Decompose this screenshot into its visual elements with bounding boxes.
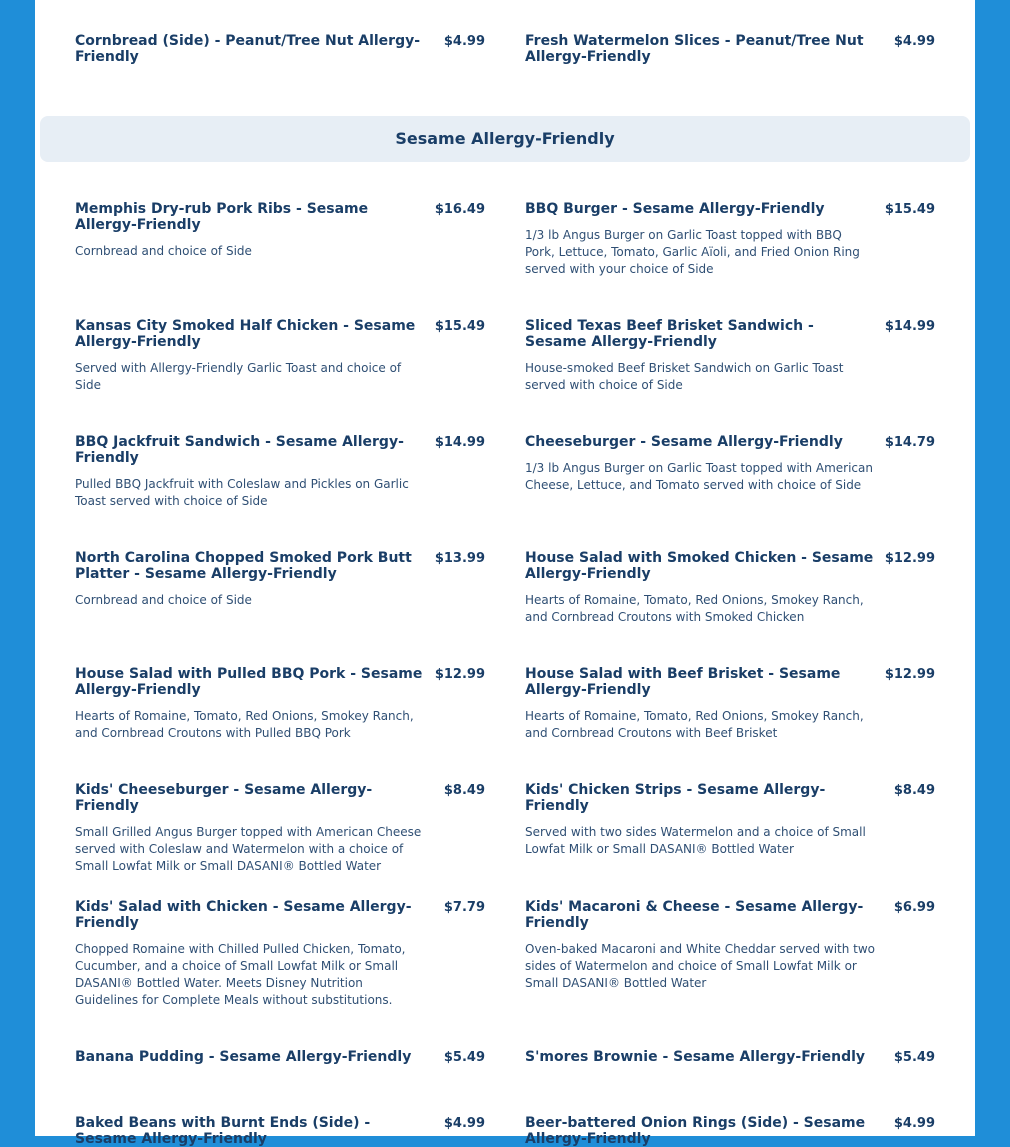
menu-item-price: $4.99: [893, 34, 935, 49]
menu-item-description: Served with Allergy-Friendly Garlic Toast and choice of Side: [75, 361, 402, 392]
menu-item-description: Cornbread and choice of Side: [75, 244, 252, 258]
menu-item-price: $13.99: [434, 551, 485, 566]
menu-item-name: Sliced Texas Beef Brisket Sandwich - Sesame Allergy-Friendly: [525, 318, 814, 350]
menu-item[interactable]: [525, 782, 935, 858]
menu-item-description: Cornbread and choice of Side: [75, 593, 252, 607]
menu-item-description: Hearts of Romaine, Tomato, Red Onions, Smokey Ranch, and Cornbread Croutons with Smoked Chicken: [525, 593, 864, 624]
menu-item-price: $5.49: [893, 1050, 935, 1065]
menu-item[interactable]: [525, 1115, 935, 1147]
menu-item-price: $6.99: [893, 900, 935, 915]
menu-item[interactable]: [75, 318, 485, 394]
menu-item[interactable]: [525, 1049, 935, 1065]
menu-item[interactable]: [525, 33, 935, 65]
menu-item[interactable]: [75, 666, 485, 742]
menu-item-name: S'mores Brownie - Sesame Allergy-Friendly: [525, 1049, 866, 1065]
menu-item-price: $7.79: [443, 900, 485, 915]
menu-item-name: Kansas City Smoked Half Chicken - Sesame Allergy-Friendly: [75, 318, 416, 350]
menu-item[interactable]: [75, 550, 485, 609]
menu-item[interactable]: [75, 782, 485, 875]
menu-item[interactable]: [525, 899, 935, 992]
menu-item-name: Cornbread (Side) - Peanut/Tree Nut Allergy-Friendly: [75, 33, 421, 65]
menu-item-description: Hearts of Romaine, Tomato, Red Onions, Smokey Ranch, and Cornbread Croutons with Pulled BBQ Pork: [75, 709, 414, 740]
menu-item-price: $15.49: [884, 202, 935, 217]
menu-item-price: $14.99: [434, 435, 485, 450]
menu-item-price: $4.99: [443, 1116, 485, 1131]
menu-item[interactable]: [525, 201, 935, 278]
menu-item[interactable]: [75, 33, 485, 65]
menu-item[interactable]: [75, 1049, 485, 1065]
menu-item-price: $8.49: [893, 783, 935, 798]
menu-item-description: House-smoked Beef Brisket Sandwich on Garlic Toast served with choice of Side: [525, 361, 844, 392]
menu-item-description: Hearts of Romaine, Tomato, Red Onions, Smokey Ranch, and Cornbread Croutons with Beef Brisket: [525, 709, 864, 740]
menu-item-name: Memphis Dry-rub Pork Ribs - Sesame Allergy-Friendly: [75, 201, 369, 233]
menu-item-name: Kids' Macaroni & Cheese - Sesame Allergy-Friendly: [525, 899, 864, 931]
menu-item-description: Small Grilled Angus Burger topped with American Cheese served with Coleslaw and Watermelon with a choice of Small Lowfat Milk or Small DASANI® Bottled Water: [75, 825, 422, 873]
menu-item-name: Fresh Watermelon Slices - Peanut/Tree Nut Allergy-Friendly: [525, 33, 864, 65]
menu-item-price: $14.79: [884, 435, 935, 450]
menu-item[interactable]: [75, 1115, 485, 1147]
menu-item-name: Baked Beans with Burnt Ends (Side) - Sesame Allergy-Friendly: [75, 1115, 371, 1147]
menu-item-price: $4.99: [443, 34, 485, 49]
menu-item-price: $12.99: [884, 667, 935, 682]
menu-item-name: House Salad with Smoked Chicken - Sesame Allergy-Friendly: [525, 550, 874, 582]
menu-item-price: $4.99: [893, 1116, 935, 1131]
section-header: Sesame Allergy-Friendly: [40, 116, 970, 162]
menu-item-price: $14.99: [884, 319, 935, 334]
menu-item-name: North Carolina Chopped Smoked Pork Butt Platter - Sesame Allergy-Friendly: [75, 550, 412, 582]
menu-item-name: Beer-battered Onion Rings (Side) - Sesame Allergy-Friendly: [525, 1115, 866, 1147]
menu-item-price: $16.49: [434, 202, 485, 217]
menu-item[interactable]: [525, 666, 935, 742]
menu-item[interactable]: [525, 318, 935, 394]
menu-item-price: $12.99: [434, 667, 485, 682]
menu-item-name: BBQ Burger - Sesame Allergy-Friendly: [525, 201, 825, 217]
menu-item-name: Banana Pudding - Sesame Allergy-Friendly: [75, 1049, 412, 1065]
menu-item-description: Oven-baked Macaroni and White Cheddar served with two sides of Watermelon and choice of Small Lowfat Milk or Small DASANI® Bottled Water: [525, 942, 876, 990]
menu-item-price: $8.49: [443, 783, 485, 798]
menu-item[interactable]: [75, 899, 485, 1009]
menu-item-name: BBQ Jackfruit Sandwich - Sesame Allergy-Friendly: [75, 434, 404, 466]
menu-item-name: Kids' Cheeseburger - Sesame Allergy-Friendly: [75, 782, 373, 814]
menu-item-price: $12.99: [884, 551, 935, 566]
menu-item-name: House Salad with Pulled BBQ Pork - Sesame Allergy-Friendly: [75, 666, 423, 698]
menu-item-name: Kids' Salad with Chicken - Sesame Allergy-Friendly: [75, 899, 412, 931]
menu-item-price: $5.49: [443, 1050, 485, 1065]
menu-item-name: Kids' Chicken Strips - Sesame Allergy-Friendly: [525, 782, 826, 814]
menu-item-description: Chopped Romaine with Chilled Pulled Chicken, Tomato, Cucumber, and a choice of Small Lowfat Milk or Small DASANI® Bottled Water. Meets Disney Nutrition Guidelines for Complete Meals without substitutions.: [75, 942, 406, 1007]
menu-item[interactable]: [525, 434, 935, 494]
menu-item-description: 1/3 lb Angus Burger on Garlic Toast topped with BBQ Pork, Lettuce, Tomato, Garlic Aïoli, and Fried Onion Ring served with your choice of Side: [525, 228, 860, 276]
menu-panel: [35, 0, 975, 1147]
menu-item-description: Served with two sides Watermelon and a choice of Small Lowfat Milk or Small DASANI® Bottled Water: [525, 825, 866, 856]
menu-item-price: $15.49: [434, 319, 485, 334]
menu-item-name: House Salad with Beef Brisket - Sesame Allergy-Friendly: [525, 666, 841, 698]
menu-item[interactable]: [75, 201, 485, 260]
menu-item[interactable]: [525, 550, 935, 626]
menu-item-description: 1/3 lb Angus Burger on Garlic Toast topped with American Cheese, Lettuce, and Tomato served with choice of Side: [525, 461, 873, 492]
menu-item[interactable]: [75, 434, 485, 510]
menu-item-description: Pulled BBQ Jackfruit with Coleslaw and Pickles on Garlic Toast served with choice of Side: [75, 477, 409, 508]
menu-item-name: Cheeseburger - Sesame Allergy-Friendly: [525, 434, 843, 450]
